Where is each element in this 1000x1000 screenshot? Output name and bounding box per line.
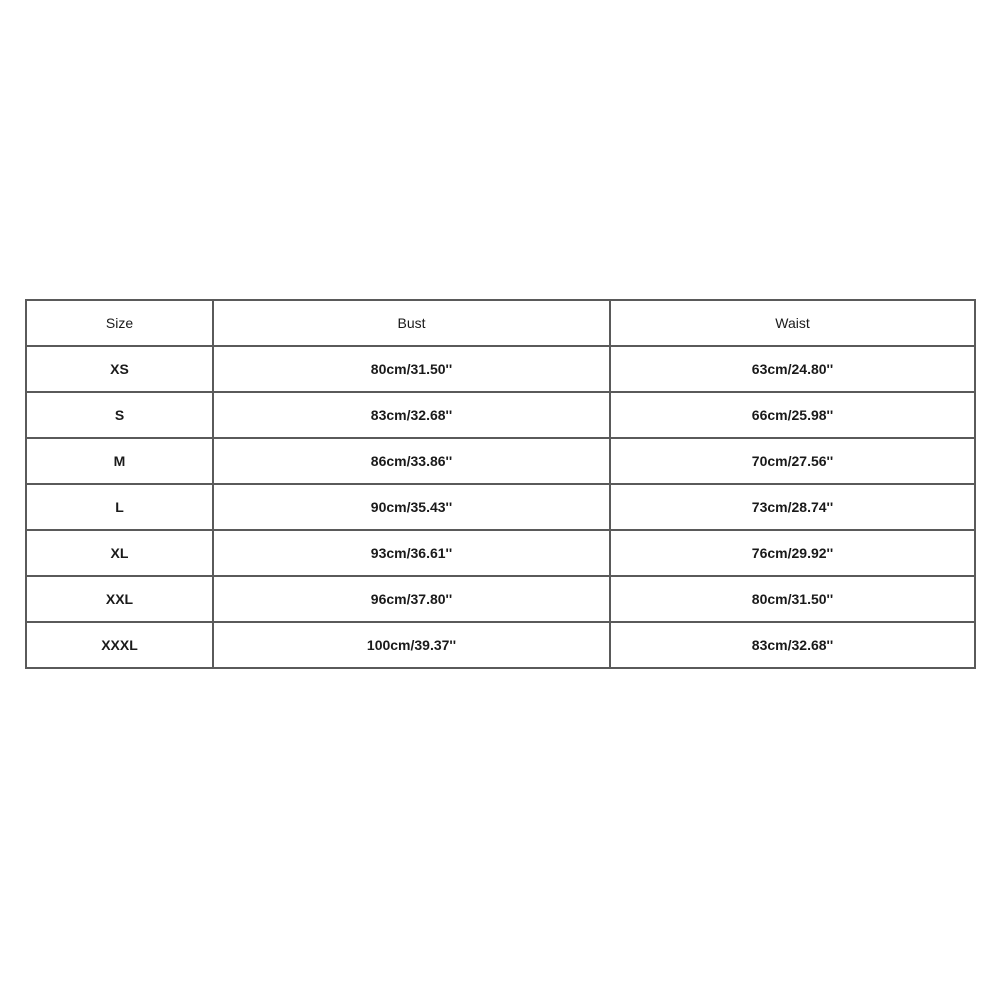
bust-cell: 93cm/36.61'': [213, 530, 610, 576]
table-row: [26, 438, 975, 484]
bust-cell: 83cm/32.68'': [213, 392, 610, 438]
table-row: [26, 484, 975, 530]
waist-cell: 76cm/29.92'': [610, 530, 975, 576]
waist-cell: 80cm/31.50'': [610, 576, 975, 622]
bust-cell: 100cm/39.37'': [213, 622, 610, 668]
header-bust: Bust: [213, 300, 610, 346]
size-cell: L: [26, 484, 213, 530]
table-row: [26, 622, 975, 668]
table-row: [26, 392, 975, 438]
waist-cell: 73cm/28.74'': [610, 484, 975, 530]
size-cell: S: [26, 392, 213, 438]
size-cell: XXXL: [26, 622, 213, 668]
bust-cell: 96cm/37.80'': [213, 576, 610, 622]
size-cell: XXL: [26, 576, 213, 622]
header-waist: Waist: [610, 300, 975, 346]
bust-cell: 90cm/35.43'': [213, 484, 610, 530]
header-row: [26, 300, 975, 346]
waist-cell: 66cm/25.98'': [610, 392, 975, 438]
size-cell: XS: [26, 346, 213, 392]
waist-cell: 63cm/24.80'': [610, 346, 975, 392]
waist-cell: 83cm/32.68'': [610, 622, 975, 668]
table-row: [26, 530, 975, 576]
bust-cell: 80cm/31.50'': [213, 346, 610, 392]
table-row: [26, 346, 975, 392]
size-cell: M: [26, 438, 213, 484]
table-body: [26, 346, 975, 668]
waist-cell: 70cm/27.56'': [610, 438, 975, 484]
table-header: [26, 300, 975, 346]
header-size: Size: [26, 300, 213, 346]
size-cell: XL: [26, 530, 213, 576]
size-chart-table: [25, 299, 976, 669]
bust-cell: 86cm/33.86'': [213, 438, 610, 484]
table-row: [26, 576, 975, 622]
